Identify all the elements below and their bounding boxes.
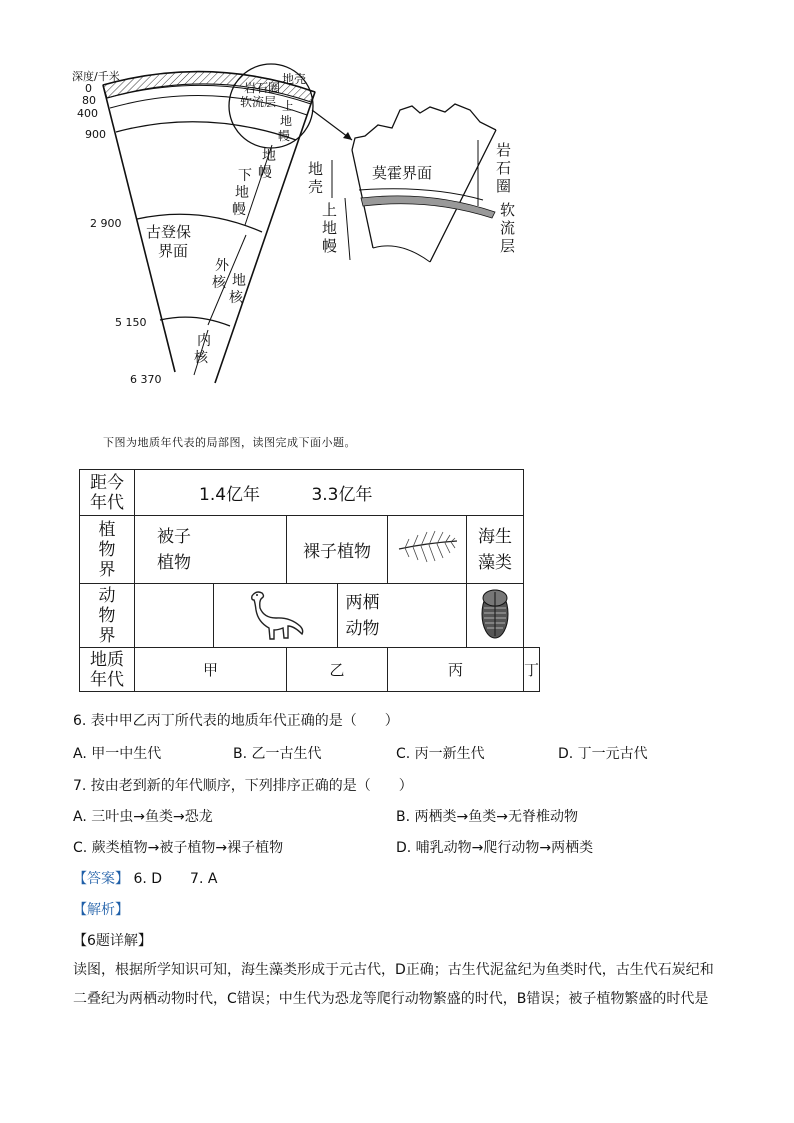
crust-small-label: 地壳	[282, 72, 307, 86]
time-cell	[135, 470, 524, 516]
rowhead-line: 物	[98, 605, 116, 626]
detail-line-1: 读图，根据所学知识可知，海生藻类形成于元古代，D正确；古生代泥盆纪为鱼类时代，古生代石炭纪和	[73, 962, 714, 978]
inner-core-boundary	[160, 317, 230, 326]
q7-option-a: A. 三叶虫→鱼类→恐龙	[73, 809, 213, 825]
era-ding: 丁	[524, 648, 540, 692]
depth-900: 900	[85, 128, 106, 141]
era-yi: 乙	[287, 648, 388, 692]
row-head-plants	[80, 516, 135, 584]
time-1-4: 1.4亿年	[199, 485, 261, 505]
gutenberg-label-1: 古登保	[146, 223, 192, 241]
question-7-stem: 7. 按由老到新的年代顺序，下列排序正确的是（ ）	[73, 778, 413, 794]
svg-text:核: 核	[194, 350, 208, 366]
svg-text:幔: 幔	[258, 165, 272, 181]
outer-core-label	[212, 258, 230, 291]
moho-label: 莫霍界面	[372, 164, 433, 182]
row-head-time	[80, 470, 135, 516]
geologic-time-table	[79, 469, 540, 692]
q6-option-b: B. 乙一古生代	[233, 746, 322, 762]
crust-big-label	[308, 160, 323, 196]
animal-amphibian	[337, 584, 467, 648]
crust-surface-outline	[352, 104, 496, 150]
mantle-900-boundary	[116, 122, 296, 140]
plant-gymnosperm: 裸子植物	[287, 516, 388, 584]
gutenberg-label-2: 界面	[158, 242, 189, 260]
svg-text:岩: 岩	[496, 141, 512, 159]
animal-trilobite-cell	[467, 584, 524, 648]
earth-structure-figure	[0, 0, 794, 400]
rowhead-line: 距今	[90, 472, 124, 493]
animal-dinosaur-cell	[214, 584, 338, 648]
analysis-tag: 【解析】	[73, 902, 129, 918]
cell-line: 植物	[157, 552, 191, 573]
mantle-label	[258, 147, 276, 181]
svg-text:地: 地	[262, 148, 276, 164]
table-caption: 下图为地质年代表的局部图，读图完成下面小题。	[103, 436, 356, 449]
rowhead-line: 界	[98, 559, 116, 580]
svg-text:层: 层	[500, 237, 516, 255]
svg-text:软: 软	[500, 201, 516, 219]
fern-icon	[395, 527, 459, 567]
detail-tag: 【6题详解】	[73, 933, 152, 949]
detail-line-2: 二叠纪为两栖动物时代，C错误；中生代为恐龙等爬行动物繁盛的时代，B错误；被子植物繁盛的时代是	[73, 991, 709, 1007]
depth-6370: 6 370	[130, 373, 162, 386]
rowhead-line: 植	[98, 519, 116, 540]
lithosphere-small-label: 岩石圈	[244, 81, 281, 95]
asthenosphere-band	[361, 196, 495, 218]
dinosaur-icon	[242, 584, 308, 642]
rowhead-line: 动	[98, 585, 116, 606]
lower-mantle-label	[232, 168, 252, 218]
svg-text:下: 下	[238, 168, 252, 184]
asthenosphere-boundary	[110, 96, 307, 115]
detail-paragraph	[73, 956, 723, 1014]
answer-line	[73, 868, 217, 888]
rowhead-line: 物	[98, 539, 116, 560]
era-bing: 丙	[388, 648, 524, 692]
svg-text:上: 上	[322, 201, 338, 219]
depth-400: 400	[77, 107, 98, 120]
q7-option-d: D. 哺乳动物→爬行动物→两栖类	[396, 840, 594, 856]
rowhead-line: 年代	[90, 669, 124, 690]
svg-text:地: 地	[322, 219, 338, 237]
cell-line: 动物	[345, 618, 380, 639]
svg-text:幔: 幔	[278, 129, 291, 143]
rowhead-line: 地质	[90, 649, 124, 670]
depth-5150: 5 150	[115, 316, 147, 329]
plant-fern-cell	[388, 516, 467, 584]
svg-text:地: 地	[235, 185, 249, 201]
q6-option-c: C. 丙一新生代	[396, 746, 485, 762]
answer-tag: 【答案】	[73, 871, 129, 887]
depth-0: 0	[85, 82, 92, 95]
plant-algae	[467, 516, 524, 584]
svg-text:地: 地	[232, 273, 246, 289]
depth-80: 80	[82, 94, 96, 107]
row-head-era	[80, 648, 135, 692]
question-6-stem: 6. 表中甲乙丙丁所代表的地质年代正确的是（ ）	[73, 713, 399, 729]
animal-empty-cell	[135, 584, 214, 648]
asthenosphere-small-label: 软流层	[240, 95, 277, 109]
cell-line: 海生	[478, 526, 512, 547]
row-head-animals	[80, 584, 135, 648]
trilobite-icon	[475, 584, 515, 642]
depth-2900: 2 900	[90, 217, 122, 230]
answer-text: 6. D 7. A	[133, 871, 218, 887]
svg-text:内: 内	[197, 333, 211, 349]
q6-option-d: D. 丁一元古代	[558, 746, 648, 762]
lithosphere-big-label	[496, 141, 511, 195]
svg-text:圈: 圈	[496, 177, 512, 195]
q7-option-c: C. 蕨类植物→被子植物→裸子植物	[73, 840, 284, 856]
time-3-3: 3.3亿年	[311, 485, 373, 505]
cell-line: 被子	[157, 526, 191, 547]
upper-mantle-big-label	[322, 201, 337, 255]
svg-text:流: 流	[500, 219, 516, 237]
svg-text:幔: 幔	[322, 237, 338, 255]
q6-option-a: A. 甲一中生代	[73, 746, 162, 762]
svg-text:壳: 壳	[308, 178, 324, 196]
cell-line: 两栖	[345, 592, 380, 613]
upper-mantle-small-label	[278, 98, 294, 143]
svg-text:外: 外	[215, 258, 229, 274]
cell-line: 藻类	[478, 552, 512, 573]
era-jia: 甲	[135, 648, 287, 692]
svg-text:核: 核	[229, 290, 243, 306]
svg-text:地: 地	[280, 114, 293, 128]
svg-text:幔: 幔	[232, 202, 246, 218]
svg-text:石: 石	[496, 159, 512, 177]
rowhead-line: 界	[98, 625, 116, 646]
depth-title: 深度/千米	[72, 70, 120, 83]
svg-text:核: 核	[212, 275, 226, 291]
plant-angiosperm	[135, 516, 287, 584]
rowhead-line: 年代	[90, 492, 124, 513]
svg-text:上: 上	[282, 99, 295, 113]
svg-text:地: 地	[308, 160, 324, 178]
asthenosphere-big-label	[500, 201, 515, 255]
q7-option-b: B. 两栖类→鱼类→无脊椎动物	[396, 809, 578, 825]
